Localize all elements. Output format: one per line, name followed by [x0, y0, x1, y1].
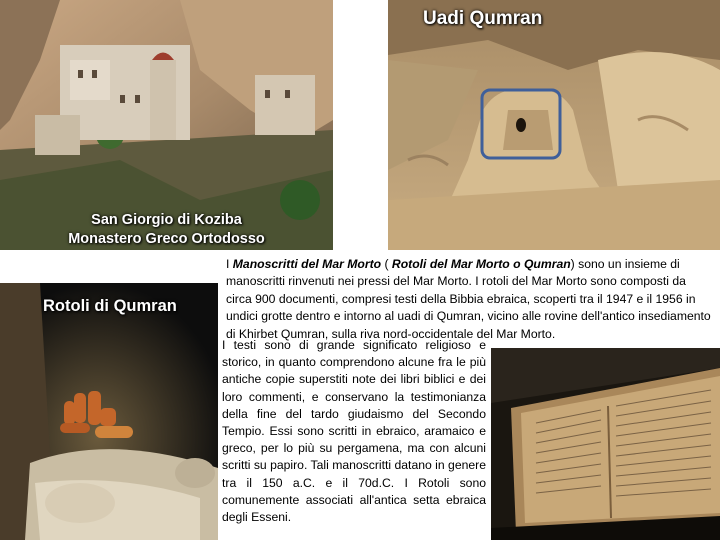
body-paragraph: I testi sono di grande significato religioso e storico, in quanto comprendono alcune fra le più antiche copie superstiti note dei libri biblici e dei loro commenti, e conservano la testimonianza della fine del tardo giudaismo del Secondo Tempio. Essi sono scritti in ebraico, aramaico e greco, per lo più su pergamena, ma con alcuni scritti su papiro. Tali manoscritti datano in genere tra il 150 a.C. e il 70d.C. I Rotoli sono comunemente associati all'antica setta ebraica degli Esseni.: [222, 338, 486, 525]
wadi-qumran-photo: [388, 0, 720, 250]
intro-title-main: Manoscritti del Mar Morto: [232, 257, 382, 271]
intro-prefix: I: [226, 257, 233, 271]
wadi-qumran-caption: Uadi Qumran: [423, 8, 543, 29]
intro-rest: ) sono un insieme di manoscritti rinvenuti nei pressi del Mar Morto. I rotoli del Mar Morto sono composti da circa 900 documenti, compresi testi della Bibbia ebraica, scoperti tra il 1947 e il 1956 in undici grotte dentro e intorno al uadi di Qumran, vicino alle rovine dell'antico insediamento di Khirbet Qumran, sulla riva nord-occidentale del Mar Morto.: [226, 257, 711, 341]
scrolls-photo: [0, 283, 218, 540]
scrolls-caption: Rotoli di Qumran: [43, 297, 177, 315]
intro-paren-open: (: [381, 257, 392, 271]
museum-scroll-photo: [491, 348, 720, 540]
intro-title-alt: Rotoli del Mar Morto o Qumran: [391, 257, 571, 271]
monastery-caption-line2: Monastero Greco Ortodosso: [68, 231, 265, 247]
intro-paragraph: [226, 256, 712, 343]
monastery-caption-line1: San Giorgio di Koziba: [91, 212, 242, 228]
